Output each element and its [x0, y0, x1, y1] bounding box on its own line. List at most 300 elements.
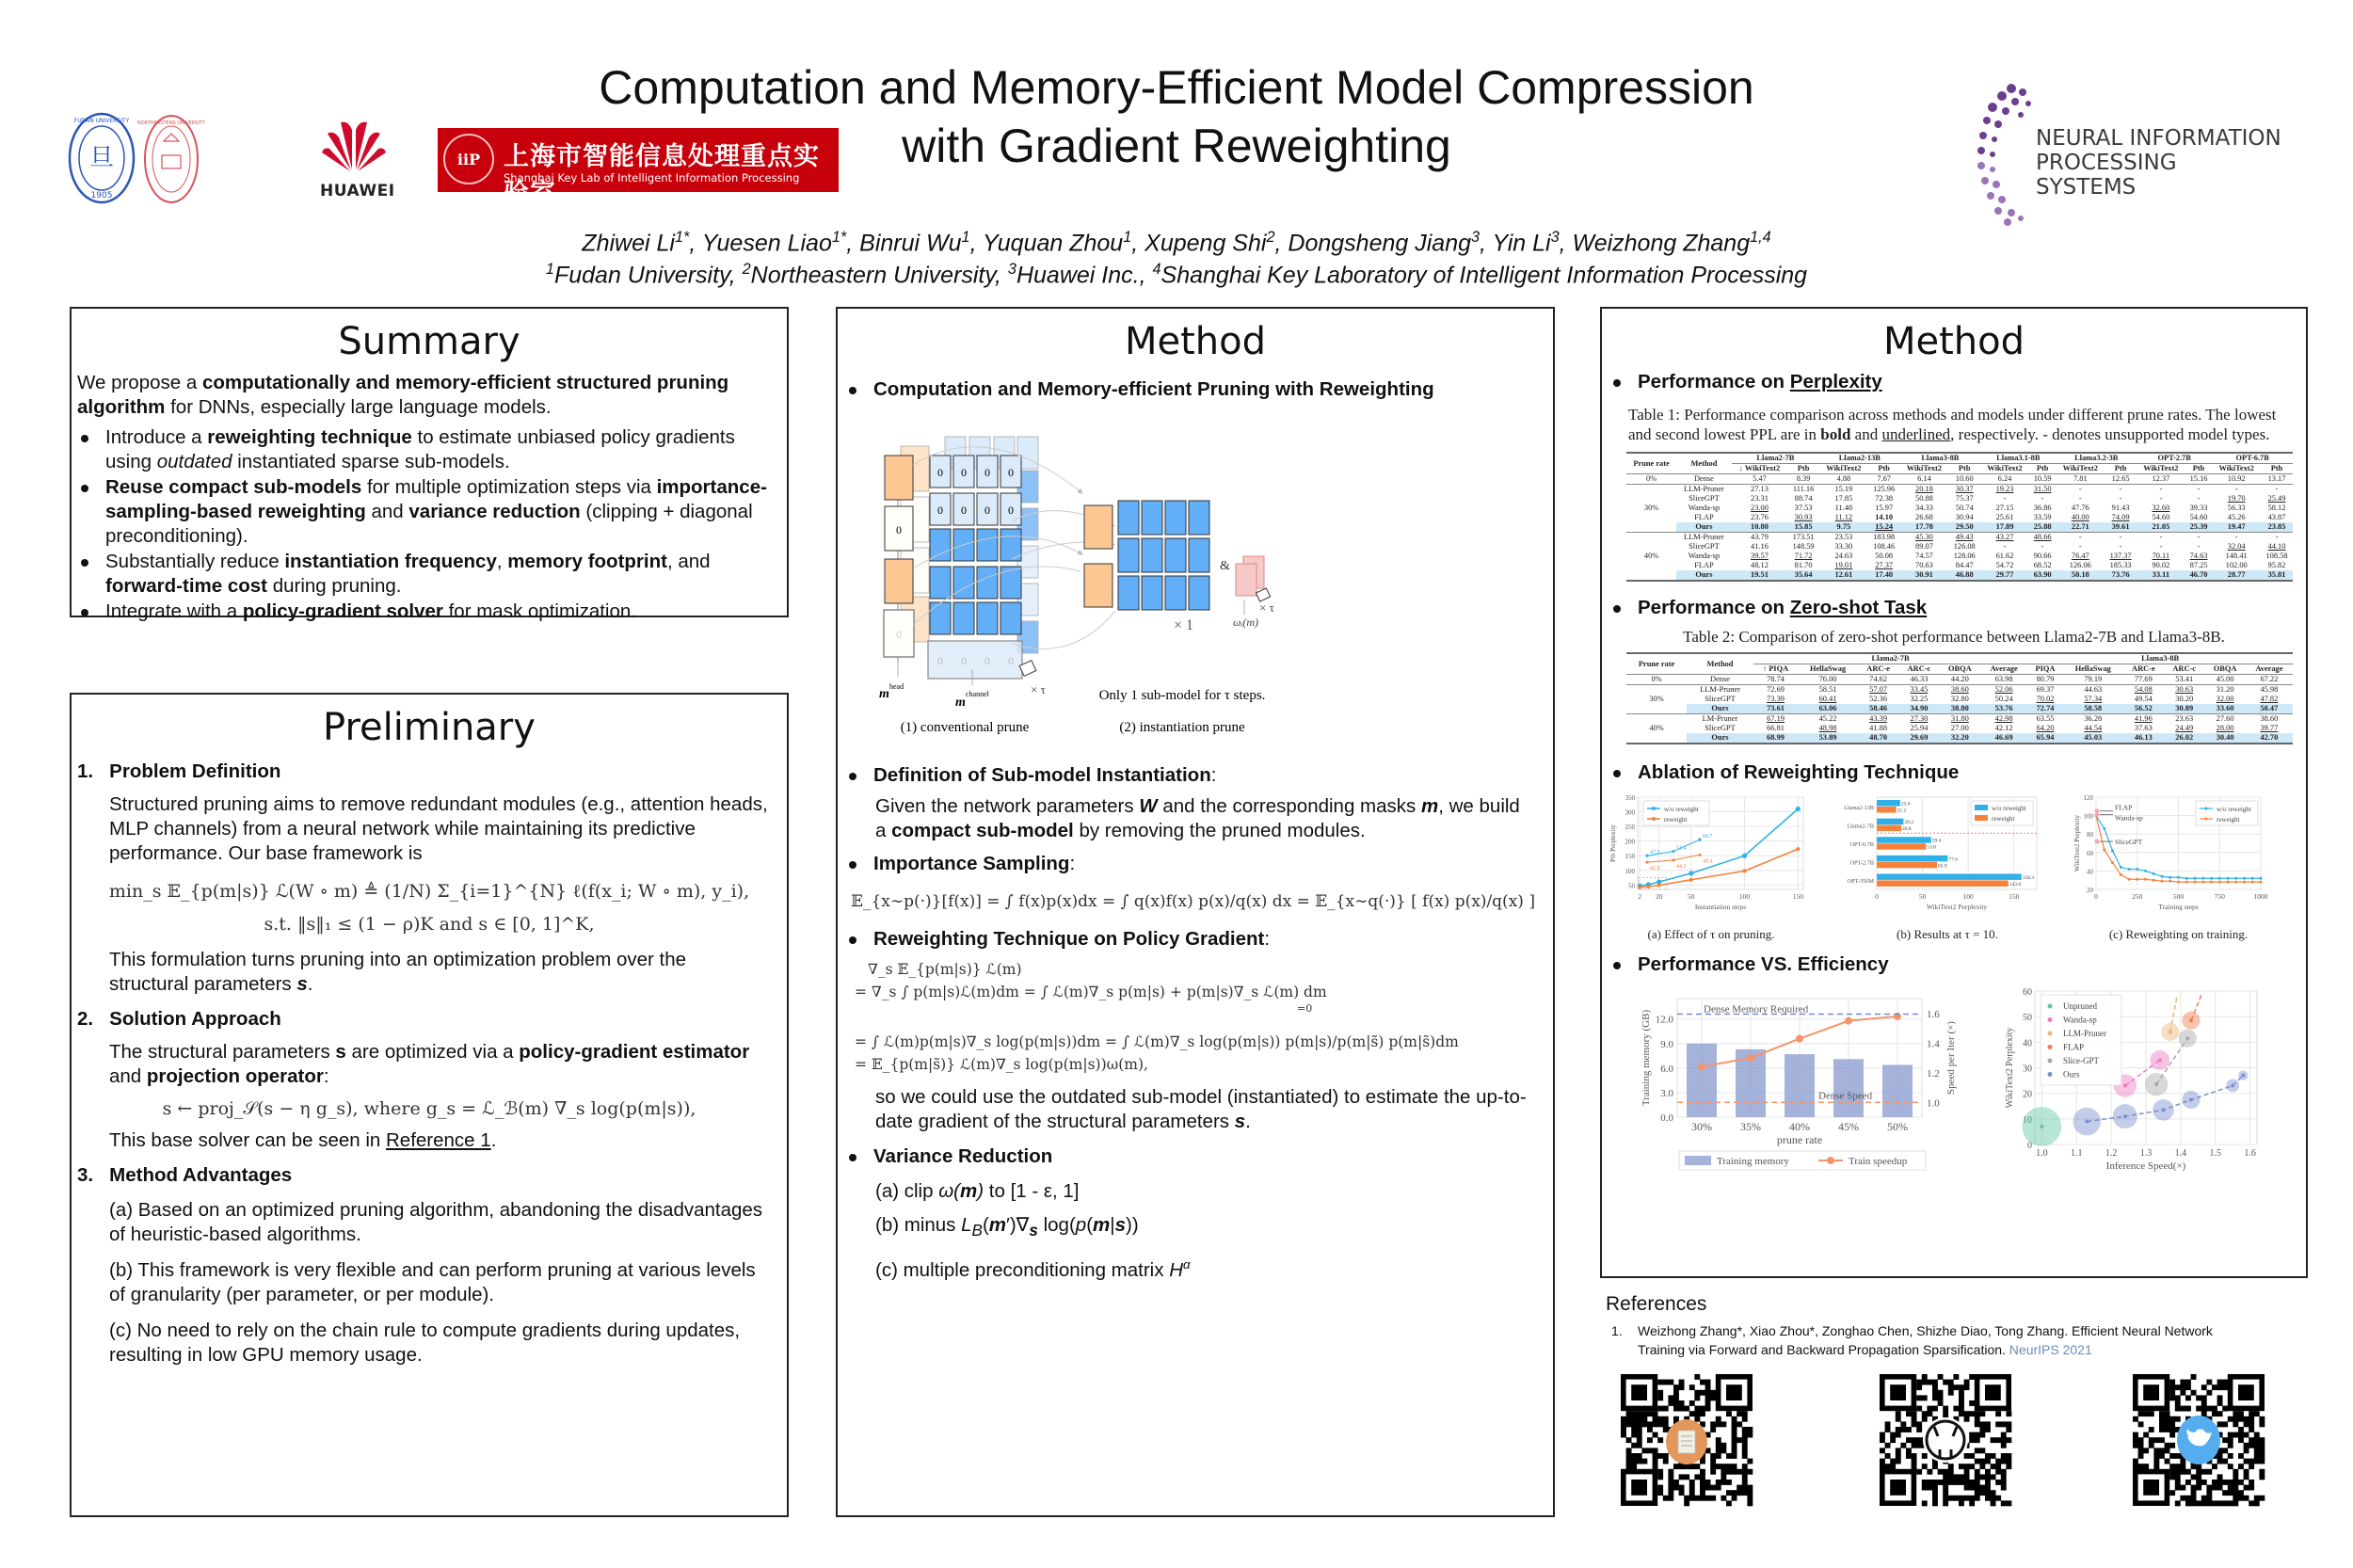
qr-module: [2212, 1464, 2217, 1469]
qr-module: [1721, 1421, 1726, 1427]
value-cell: 68.99: [1753, 733, 1798, 744]
value-cell: -: [2234, 485, 2238, 493]
model-header: OPT-6.7B: [2212, 453, 2293, 464]
qr-module: [2180, 1485, 2185, 1491]
value-cell: 37.63: [2134, 724, 2153, 732]
qr-module: [2254, 1496, 2260, 1501]
value-cell: 42.70: [2246, 733, 2293, 744]
qr-module: [1726, 1490, 1732, 1496]
qr-module: [2206, 1390, 2212, 1396]
metric-header: WikiText2: [1826, 464, 1862, 472]
svg-text:0: 0: [961, 504, 967, 517]
qr-module: [1948, 1464, 1954, 1469]
qr-module: [1959, 1496, 1964, 1501]
qr-module: [1647, 1437, 1653, 1443]
qr-module: [1979, 1490, 1985, 1496]
shanghai-lab-logo: iiP 上海市智能信息处理重点实验室 Shanghai Key Lab of Intelligent Information Processing: [438, 128, 839, 192]
y-tick-label: 300: [1625, 808, 1635, 817]
svg-text:(1) conventional prune: (1) conventional prune: [900, 720, 1030, 735]
qr-module: [1631, 1464, 1637, 1469]
qr-module: [2212, 1411, 2217, 1416]
value-cell: 33.45: [1910, 685, 1929, 694]
qr-module: [1912, 1459, 1917, 1464]
value-cell: -: [2275, 485, 2279, 493]
value-cell: 74.57: [1915, 552, 1933, 560]
value-cell: 50.18: [2056, 570, 2105, 581]
qr-module: [1975, 1490, 1980, 1496]
qr-module: [1900, 1427, 1906, 1432]
value-cell: 56.52: [2123, 704, 2164, 714]
qr-module: [2169, 1416, 2175, 1422]
y-tick-label: 200: [1625, 838, 1635, 846]
qr-module: [2228, 1485, 2233, 1491]
qr-module: [1969, 1400, 1975, 1406]
value-cell: 43.79: [1751, 533, 1769, 541]
qr-module: [1932, 1496, 1938, 1501]
value-cell: 33.60: [2204, 704, 2245, 714]
value-cell: 15.19: [1834, 485, 1853, 493]
weight-block: [1236, 564, 1257, 596]
value-cell: 74.63: [2189, 552, 2208, 560]
value-cell: 46.13: [2123, 733, 2164, 744]
author-name: Yin Li: [1492, 230, 1551, 257]
qr-module: [1959, 1390, 1964, 1396]
y-tick-label: 12.0: [1655, 1014, 1673, 1026]
qr-module: [2228, 1500, 2233, 1506]
qr-module: [2133, 1443, 2138, 1448]
model-header: Llama3-8B: [2027, 653, 2293, 664]
svg-text:Only 1 sub-model for τ steps.: Only 1 sub-model for τ steps.: [1098, 688, 1266, 703]
qr-module: [2175, 1500, 2181, 1506]
inset-point: [1645, 855, 1648, 857]
qr-module: [1742, 1432, 1748, 1438]
value-cell: 23.63: [2175, 714, 2194, 723]
qr-module: [2206, 1496, 2212, 1501]
qr-finder-center: [1890, 1480, 1906, 1496]
value-cell: 137.37: [2109, 552, 2132, 560]
qr-module: [1631, 1427, 1637, 1432]
legend-label: reweight: [1664, 816, 1688, 824]
affiliation-list: $^1$Fudan University, $^2$Northeastern University, $^3$Huawei Inc., $^4$Shanghai Key Laboratory of Intelligent Information Processing: [545, 261, 1808, 289]
qr-module: [2169, 1427, 2175, 1432]
value-cell: 31.80: [1950, 714, 1969, 723]
qr-module: [2143, 1411, 2149, 1416]
metric-header: Average: [1990, 664, 2018, 673]
qr-module: [2169, 1384, 2175, 1390]
data-point: [2144, 870, 2147, 872]
qr-module: [1653, 1416, 1658, 1422]
qr-module: [1689, 1485, 1695, 1491]
qr-module: [1922, 1500, 1928, 1506]
qr-module: [2212, 1384, 2217, 1390]
table2-caption: Table 2: Comparison of zero-shot performance between Llama2-7B and Llama3-8B.: [1683, 628, 2225, 646]
qr-module: [1700, 1474, 1705, 1480]
zeroshot-heading: Performance on Zero-shot Task: [1602, 597, 2306, 619]
qr-module: [2238, 1427, 2244, 1432]
qr-module: [2185, 1496, 2191, 1501]
qr-module: [2138, 1464, 2144, 1469]
value-cell: 108.46: [1873, 542, 1896, 551]
qr-module: [1657, 1453, 1663, 1459]
qr-module: [1985, 1485, 1991, 1491]
qr-module: [1938, 1400, 1944, 1406]
data-point: [1646, 885, 1650, 888]
qr-module: [2238, 1490, 2244, 1496]
qr-module: [2196, 1474, 2201, 1480]
value-cell: 19.70: [2227, 494, 2246, 503]
data-point: [2144, 878, 2147, 881]
qr-module: [1705, 1400, 1711, 1406]
annotation-label: SliceGPT: [2115, 838, 2143, 847]
metric-header: Ptb: [2270, 464, 2283, 472]
affiliation-number: 3: [1007, 261, 1016, 278]
paper-qr-code[interactable]: [1621, 1374, 1753, 1506]
y-tick-label: 3.0: [1660, 1087, 1673, 1099]
y-tick-label: 50: [1628, 882, 1635, 890]
qr-module: [2169, 1474, 2175, 1480]
data-point: [2128, 878, 2131, 881]
value-cell: 30.20: [2175, 695, 2194, 703]
data-point: [2153, 872, 2155, 875]
twitter-qr-code[interactable]: [2133, 1374, 2265, 1506]
value-cell: 53.41: [2175, 675, 2194, 683]
qr-module: [1647, 1427, 1653, 1432]
bubble-center: [2123, 1114, 2127, 1118]
value-cell: 44.10: [2267, 542, 2286, 551]
qr-module: [1742, 1443, 1748, 1448]
table-row: [1626, 513, 2293, 522]
value-cell: 48.12: [1751, 561, 1769, 569]
legend-label: Training memory: [1717, 1156, 1789, 1167]
reference-label: Dense Memory Required: [1704, 1003, 1809, 1016]
value-cell: 29.50: [1948, 522, 1980, 533]
method-cell: Ours: [1687, 704, 1753, 714]
qr-module: [2191, 1374, 2197, 1380]
qr-module: [1922, 1380, 1928, 1385]
qr-module: [1896, 1459, 1901, 1464]
svg-text:0: 0: [937, 654, 943, 667]
reference-venue-link[interactable]: NeurIPS 2021: [2009, 1342, 2092, 1357]
bubble-center: [2189, 1097, 2193, 1101]
table-row: [1626, 695, 2293, 704]
qr-module: [1896, 1416, 1901, 1422]
value-cell: 49.54: [2134, 695, 2153, 703]
qr-module: [2143, 1464, 2149, 1469]
x-tick-label: 2: [1638, 892, 1642, 901]
qr-module: [1959, 1500, 1964, 1506]
qr-module: [2233, 1480, 2238, 1485]
value-cell: -: [2003, 542, 2007, 551]
legend-label: w/o reweight: [1992, 805, 2026, 812]
svg-text:0: 0: [896, 523, 902, 536]
qr-module: [1637, 1432, 1642, 1438]
qr-module: [2259, 1421, 2265, 1427]
qr-module: [1890, 1459, 1896, 1464]
qr-module: [2191, 1464, 2197, 1469]
qr-module: [2006, 1411, 2011, 1416]
qr-module: [1969, 1374, 1975, 1380]
qr-module: [2244, 1474, 2249, 1480]
data-point: [2120, 866, 2122, 869]
chart-caption: (b) Results at τ = 10.: [1897, 927, 1998, 941]
svg-text:× 1: × 1: [1174, 617, 1194, 633]
value-cell: 77.69: [2134, 675, 2153, 683]
qr-module: [2249, 1485, 2254, 1491]
qr-module: [1922, 1395, 1928, 1400]
value-cell: 12.37: [2152, 474, 2170, 483]
model-header: Llama3-8B: [1900, 453, 1981, 464]
value-cell: 81.70: [1794, 561, 1813, 569]
table-header-row: Prune rate Method Llama2-7B Llama3-8B: [1626, 653, 2293, 664]
value-cell: 41.16: [1751, 542, 1769, 551]
inset-point: [1698, 839, 1701, 841]
qr-module: [1700, 1485, 1705, 1491]
method-cell: LM-Pruner: [1702, 714, 1738, 723]
value-cell: 32.04: [2227, 542, 2246, 551]
qr-module: [1716, 1485, 1721, 1491]
efficiency-charts: [1602, 978, 2308, 1185]
x-tick-label: 150: [2009, 892, 2020, 901]
qr-module: [1694, 1474, 1700, 1480]
qr-module: [2254, 1500, 2260, 1506]
equation-line: = ∇_s ∫ p(m|s)ℒ(m)dm = ∫ ℒ(m)∇_s p(m|s) + p(m|s)∇_s ℒ(m) dm: [855, 984, 1327, 1000]
equation-line: ∇_s 𝔼_{p(m|s)} ℒ(m): [868, 961, 1022, 978]
qr-module: [2180, 1469, 2185, 1475]
y-tick-label: 120: [2083, 794, 2093, 802]
value-cell: 183.98: [1873, 533, 1896, 541]
qr-module: [2217, 1421, 2223, 1427]
qr-module: [1689, 1464, 1695, 1469]
instantiated-channel-block: [1165, 576, 1186, 610]
x-tick-label: 1.6: [2244, 1148, 2256, 1159]
qr-module: [2228, 1437, 2233, 1443]
value-cell: 30.37: [1955, 485, 1974, 493]
qr-module: [2249, 1443, 2254, 1448]
github-icon: [1923, 1417, 1968, 1463]
qr-module: [1979, 1459, 1985, 1464]
reference-1-link[interactable]: Reference 1: [386, 1129, 491, 1151]
speedup-point: [1698, 1063, 1705, 1070]
qr-module: [1938, 1395, 1944, 1400]
value-cell: 13.17: [2267, 474, 2286, 483]
value-cell: 53.89: [1798, 733, 1858, 744]
qr-module: [1885, 1453, 1891, 1459]
value-cell: 28.77: [2212, 570, 2261, 581]
bar: [1877, 843, 1926, 850]
qr-module: [1653, 1421, 1658, 1427]
data-point: [2177, 881, 2180, 884]
objective-equation: min_s 𝔼_{p(m|s)} ℒ(W ∘ m) ≜ (1/N) Σ_{i=1}^{N} ℓ(f(x_i; W ∘ m), y_i), s.t. ‖s‖₁ ≤ (1 − ρ)K and s ∈ [0, 1]^K,: [108, 881, 750, 935]
x-tick-label: 1.2: [2105, 1148, 2118, 1159]
qr-module: [2254, 1443, 2260, 1448]
author-name: Xupeng Shi: [1144, 230, 1267, 257]
qr-module: [1657, 1469, 1663, 1475]
value-cell: -: [2197, 542, 2201, 551]
qr-module: [1969, 1496, 1975, 1501]
value-cell: 72.38: [1875, 494, 1894, 503]
value-cell: 24.63: [1834, 552, 1853, 560]
value-cell: 56.33: [2227, 504, 2246, 512]
value-cell: 19.01: [1834, 561, 1853, 569]
github-qr-code[interactable]: [1880, 1374, 2011, 1506]
inset-point: [1698, 854, 1701, 856]
qr-module: [1700, 1490, 1705, 1496]
qr-module: [2001, 1432, 2007, 1438]
qr-module: [1737, 1421, 1742, 1427]
advantage-item: (b) This framework is very flexible and can perform pruning at various levels of granularity (per parameter, or per module).: [109, 1259, 756, 1305]
qr-module: [1885, 1443, 1891, 1448]
qr-module: [1742, 1464, 1748, 1469]
qr-module: [2006, 1464, 2011, 1469]
x-tick-label: 50%: [1887, 1120, 1908, 1133]
qr-module: [1747, 1427, 1753, 1432]
legend-marker: [2048, 1072, 2053, 1077]
qr-module: [1705, 1384, 1711, 1390]
qr-module: [1689, 1400, 1695, 1406]
author-affiliation-mark: 3: [1471, 229, 1481, 246]
qr-module: [1932, 1480, 1938, 1485]
data-point: [2260, 881, 2263, 884]
qr-module: [1995, 1496, 2001, 1501]
qr-module: [1631, 1459, 1637, 1464]
legend-marker: [2205, 808, 2208, 810]
value-cell: 54.72: [1995, 561, 2014, 569]
value-cell: 52.06: [1994, 685, 2013, 694]
value-cell: 23.76: [1751, 513, 1769, 521]
qr-module: [1912, 1437, 1917, 1443]
qr-module: [2006, 1437, 2011, 1443]
method-cell: Dense: [1693, 474, 1714, 483]
y-tick-label: 60: [2023, 987, 2032, 998]
data-point: [2243, 881, 2246, 884]
qr-module: [1916, 1469, 1922, 1475]
value-cell: 76.00: [1818, 675, 1837, 683]
value-cell: 34.90: [1898, 704, 1939, 714]
qr-module: [2217, 1459, 2223, 1464]
qr-module: [2244, 1432, 2249, 1438]
qr-module: [1726, 1500, 1732, 1506]
qr-module: [1742, 1469, 1748, 1475]
value-cell: 65.94: [2027, 733, 2063, 744]
reference-note: This base solver can be seen in Reference 1.: [109, 1129, 497, 1151]
qr-module: [1912, 1421, 1917, 1427]
qr-module: [1726, 1480, 1732, 1485]
qr-module: [1637, 1459, 1642, 1464]
qr-module: [1689, 1496, 1695, 1501]
qr-module: [1705, 1480, 1711, 1485]
qr-module: [2143, 1432, 2149, 1438]
qr-module: [1985, 1474, 1991, 1480]
value-cell: 108.58: [2265, 552, 2288, 560]
value-cell: -: [2119, 485, 2122, 493]
reweighting-note: so we could use the outdated sub-model (instantiated) to estimate the up-to-date gradient of the structural parameters s.: [875, 1086, 1527, 1132]
value-cell: -: [2041, 494, 2044, 503]
qr-module: [1716, 1443, 1721, 1448]
qr-module: [1742, 1437, 1748, 1443]
qr-module: [1932, 1395, 1938, 1400]
qr-module: [2185, 1395, 2191, 1400]
prune-rate-cell: 40%: [1626, 533, 1676, 582]
qr-module: [2233, 1421, 2238, 1427]
qr-module: [1948, 1474, 1954, 1480]
legend-marker: [2205, 818, 2208, 821]
value-cell: 41.88: [1869, 724, 1888, 732]
qr-module: [1975, 1432, 1980, 1438]
qr-module: [2201, 1400, 2207, 1406]
legend-marker: [2048, 1045, 2053, 1049]
bar-value-label: 77.6: [1948, 856, 1959, 863]
qr-module: [1631, 1432, 1637, 1438]
qr-module: [1689, 1480, 1695, 1485]
qr-module: [1985, 1496, 1991, 1501]
value-cell: -: [2197, 494, 2201, 503]
qr-module: [1880, 1432, 1885, 1438]
legend-label: Slice-GPT: [2063, 1056, 2099, 1065]
summary-title: Summary: [338, 320, 520, 363]
qr-module: [1927, 1380, 1932, 1385]
qr-module: [2133, 1432, 2138, 1438]
qr-module: [1995, 1464, 2001, 1469]
value-cell: 6.14: [1917, 474, 1931, 483]
qr-module: [2249, 1411, 2254, 1416]
data-point: [2169, 876, 2171, 879]
value-cell: 31.20: [2216, 685, 2234, 694]
value-cell: 30.94: [1955, 513, 1974, 521]
qr-module: [2238, 1416, 2244, 1422]
reweighting-equation: [855, 958, 1544, 1076]
qr-module: [1668, 1474, 1673, 1480]
legend-label: Wanda-sp: [2063, 1015, 2097, 1025]
value-cell: 45.26: [2227, 513, 2246, 521]
value-cell: -: [2197, 485, 2201, 493]
zeroshot-table: [1626, 652, 2293, 744]
x-tick-label: 1.1: [2071, 1148, 2083, 1159]
qr-finder-center: [1631, 1384, 1647, 1400]
qr-module: [1975, 1485, 1980, 1491]
value-cell: 28.00: [2216, 724, 2234, 732]
qr-module: [2180, 1384, 2185, 1390]
metric-header: Ptb: [1878, 464, 1890, 472]
qr-module: [2222, 1437, 2228, 1443]
x-tick-label: 0: [1875, 892, 1879, 901]
qr-module: [1721, 1443, 1726, 1448]
perplexity-heading: Performance on Perplexity: [1602, 371, 2306, 393]
qr-module: [1657, 1380, 1663, 1385]
value-cell: 33.59: [2033, 513, 2052, 521]
metric-header: WikiText2: [1987, 464, 2023, 472]
qr-module: [1979, 1411, 1985, 1416]
qr-module: [2244, 1459, 2249, 1464]
y2-tick-label: 1.4: [1927, 1038, 1940, 1050]
perplexity-table-wrap: [1626, 452, 2293, 582]
qr-module: [2254, 1432, 2260, 1438]
value-cell: 32.25: [1910, 695, 1929, 703]
qr-module: [1912, 1416, 1917, 1422]
svg-text:0: 0: [937, 504, 943, 517]
value-cell: 39.57: [1751, 552, 1769, 560]
qr-module: [1716, 1464, 1721, 1469]
value-cell: 44.20: [1950, 675, 1969, 683]
value-cell: 58.51: [1818, 685, 1837, 694]
qr-module: [2149, 1427, 2154, 1432]
qr-module: [1626, 1459, 1632, 1464]
value-cell: 17.40: [1868, 570, 1900, 581]
value-cell: 39.33: [2189, 504, 2208, 512]
qr-module: [1694, 1395, 1700, 1400]
value-cell: 35.81: [2261, 570, 2293, 581]
qr-module: [1938, 1480, 1944, 1485]
qr-module: [1679, 1464, 1685, 1469]
